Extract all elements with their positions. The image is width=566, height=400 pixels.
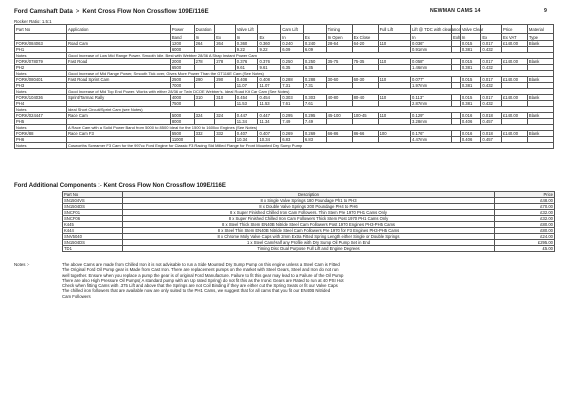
valve-lift-ex-cell: 9.22 bbox=[258, 47, 281, 53]
part-no-cell: FORK/024447 bbox=[15, 113, 67, 119]
column-subheader: In bbox=[411, 34, 452, 41]
price-cell: £140.00 bbox=[501, 113, 527, 119]
full-lift-cell: 110 bbox=[378, 95, 410, 101]
camshaft-table bbox=[14, 24, 554, 149]
component-description: 8 x Super Finished Chilled Iron Cam Followers. Thin Stem Pre 1970 PH1 Cams Only bbox=[123, 210, 495, 216]
valve-lift-in-cell: 10.34 bbox=[235, 137, 258, 143]
component-description: 1 x Steel Cam/Half any Profile with Dry Sump Oil Pump Set in End bbox=[123, 240, 495, 246]
part-no-cell: FORK/084063 bbox=[15, 41, 67, 47]
power-band-cell: 7000 bbox=[170, 83, 194, 89]
application-cell: Sprint/Tarmac Rally bbox=[66, 95, 170, 101]
component-description: Timing Disc Dual Purpose Full Lift and Engine Degrees bbox=[123, 246, 495, 252]
valve-clear-ex-cell: 0.432 bbox=[481, 83, 502, 89]
components-title-right: Kent Cross Flow Non Crossflow 109E/116E bbox=[103, 183, 226, 189]
part-no-cell: FORK/88 bbox=[15, 131, 67, 137]
header-brand: NEWMAN CAMS 14 bbox=[430, 8, 481, 14]
timing-ex-cell: 60-30 bbox=[352, 77, 378, 83]
column-header bbox=[258, 25, 281, 34]
notes-row-text: Cosworths Screamer F3 Cam for the 997cc Ford Engine for Classic F3 Racing Std Milled Flange for Front Mounted Dry Sump Pump bbox=[66, 143, 553, 149]
column-header bbox=[481, 25, 502, 34]
valve-clear-in-cell: 0.015 bbox=[460, 41, 481, 47]
material-cell: Blank bbox=[527, 77, 553, 83]
power-band-cell: 1200 bbox=[170, 41, 194, 47]
notes-line: Check when fitting Cams with .375 Lift and above that the Springs are not Coil Binding if they are either cut the Spring Seats or fit our Valve Caps bbox=[62, 283, 338, 289]
valve-lift-in-cell: 0.454 bbox=[235, 95, 258, 101]
valve-lift-in-cell: 11.34 bbox=[235, 119, 258, 125]
notes-row-label: Notes bbox=[15, 107, 67, 113]
duration-ex-cell: 332 bbox=[215, 131, 236, 137]
power-band-cell: 2500 bbox=[170, 77, 194, 83]
valve-clear-in-cell: 0.015 bbox=[460, 59, 481, 65]
valve-clear-ex-cell: 0.017 bbox=[481, 41, 502, 47]
column-subheader bbox=[66, 34, 170, 41]
duration-in-cell: 278 bbox=[194, 59, 215, 65]
valve-lift-ex-cell: 0.454 bbox=[258, 95, 281, 101]
column-subheader bbox=[15, 34, 67, 41]
valve-clear-in-cell: 0.015 bbox=[460, 95, 481, 101]
component-part-no: SNCF06 bbox=[63, 216, 123, 222]
column-subheader: In bbox=[460, 34, 481, 41]
component-part-no: K445 bbox=[63, 222, 123, 228]
material-cell: Blank bbox=[527, 131, 553, 137]
application-cell: Road Cam bbox=[66, 41, 170, 47]
components-title-separator: :- bbox=[98, 183, 102, 189]
component-part-no: SNV5040 bbox=[63, 234, 123, 240]
power-band-cell: 11000 bbox=[170, 137, 194, 143]
application-cell: Race Cam bbox=[66, 113, 170, 119]
component-price: £32.00 bbox=[495, 210, 555, 216]
component-price: £80.00 bbox=[495, 228, 555, 234]
component-price: £24.00 bbox=[495, 234, 555, 240]
column-subheader: Exh bbox=[453, 34, 461, 40]
valve-clear-ex-cell: 0.432 bbox=[481, 47, 502, 53]
column-header: Price bbox=[501, 25, 527, 34]
notes-row-text: A Race Cam with a Solid Power Band from 5000 to 8500 Ideal for the 1500 to 1600cc Engines (See Notes) bbox=[66, 125, 553, 131]
valve-lift-in-cell: 9.22 bbox=[235, 47, 258, 53]
valve-lift-ex-cell: 11.07 bbox=[258, 83, 281, 89]
timing-ex-cell: 80-40 bbox=[352, 95, 378, 101]
notes-row-text: Good Increase of Mid Range Power, Smooth Tick over, Gives More Power Than the GT116E Cam (See Notes) bbox=[66, 71, 553, 77]
valve-clear-ex-cell: 0.018 bbox=[481, 113, 502, 119]
page-number: 9 bbox=[544, 8, 547, 14]
valve-clear-in-cell: 0.381 bbox=[460, 83, 481, 89]
column-subheader: Ex Close bbox=[352, 34, 378, 41]
column-subheader: Type bbox=[527, 34, 553, 41]
power-band-cell: 2000 bbox=[170, 59, 194, 65]
valve-lift-in-cell: 0.360 bbox=[235, 41, 258, 47]
duration-in-cell: 324 bbox=[194, 113, 215, 119]
valve-clear-ex-cell: 0.432 bbox=[481, 101, 502, 107]
timing-in-cell: 30-60 bbox=[326, 77, 352, 83]
valve-lift-ex-cell: 0.376 bbox=[258, 59, 281, 65]
timing-ex-cell: 100-45 bbox=[352, 113, 378, 119]
valve-clear-in-cell: 0.381 bbox=[460, 101, 481, 107]
component-part-no: SN1504VS bbox=[63, 198, 123, 204]
valve-lift-ex-cell: 0.407 bbox=[258, 131, 281, 137]
column-subheader: Ex bbox=[258, 34, 281, 41]
tdc-lift-in-cell: 0.176" bbox=[411, 131, 452, 137]
notes-row-label: Notes bbox=[15, 125, 67, 131]
part-no-cell: FORK/104036 bbox=[15, 95, 67, 101]
valve-lift-in-cell: 0.407 bbox=[235, 131, 258, 137]
cam-lift-ex-cell: 0.269 bbox=[303, 131, 326, 137]
tdc-lift-in-cell: 2.87mm bbox=[411, 101, 452, 107]
duration-in-cell: 310 bbox=[194, 95, 215, 101]
cam-lift-ex-cell: 0.240 bbox=[303, 41, 326, 47]
duration-ex-cell: 290 bbox=[215, 77, 236, 83]
price-cell: £140.00 bbox=[501, 77, 527, 83]
component-part-no: TD1 bbox=[63, 246, 123, 252]
notes-row-label: Notes bbox=[15, 71, 67, 77]
component-description: 8 x Steel Thin Stem EN40B Nitride Steel Cam Followers Pre 1970 for F3 Engines PH3-PH5 Cams bbox=[123, 228, 495, 234]
application-cell: Fast Road Sprint Cam bbox=[66, 77, 170, 83]
duration-in-cell: 290 bbox=[194, 77, 215, 83]
timing-in-cell: 45-100 bbox=[326, 113, 352, 119]
components-title bbox=[14, 183, 226, 189]
valve-lift-ex-cell: 0.360 bbox=[258, 41, 281, 47]
valve-clear-ex-cell: 0.457 bbox=[481, 119, 502, 125]
price-cell: £140.00 bbox=[501, 59, 527, 65]
notes-row-label: Notes bbox=[15, 89, 67, 95]
valve-clear-ex-cell: 0.432 bbox=[481, 65, 502, 71]
notes-block bbox=[62, 262, 552, 299]
cam-lift-in-cell: 0.240 bbox=[281, 41, 304, 47]
components-column-header: Description bbox=[123, 192, 495, 198]
column-subheader: In bbox=[194, 34, 215, 41]
cam-lift-ex-cell: 0.250 bbox=[303, 59, 326, 65]
part-no-cell: PH4 bbox=[15, 101, 67, 107]
column-header: Application bbox=[66, 25, 170, 34]
valve-clear-in-cell: 0.016 bbox=[460, 113, 481, 119]
part-no-cell: PH2 bbox=[15, 65, 67, 71]
components-row bbox=[63, 246, 555, 252]
timing-ex-cell: 64-20 bbox=[352, 41, 378, 47]
column-subheader: Ex bbox=[481, 34, 502, 41]
column-header bbox=[303, 25, 326, 34]
tdc-lift-in-cell: 3.28mm bbox=[411, 119, 452, 125]
material-cell: Blank bbox=[527, 59, 553, 65]
column-header bbox=[215, 25, 236, 34]
notes-row bbox=[15, 143, 554, 149]
column-subheader bbox=[378, 34, 410, 41]
valve-clear-in-cell: 0.015 bbox=[460, 77, 481, 83]
notes-line: There are also High Pressure Oil Pumps( A standard pump with an Up rated Spring) do not fit this as the Ironic Gears are Rated to run at 40 PSI Hot bbox=[62, 277, 344, 283]
notes-row-text: Good Increase of Low Mid Range Power. Smooth Idle. Best with Webber 28/36 A Shap Instant Power Cam bbox=[66, 53, 553, 59]
notes-line: The Original Ford Oil Pump gear is Made from Cast Iron. There are replacement pumps on the market with Steel Gears, Steel and Iron do not run bbox=[62, 267, 339, 273]
valve-lift-ex-cell: 9.61 bbox=[258, 65, 281, 71]
tdc-lift-in-cell: 1.46mm bbox=[411, 65, 452, 71]
component-part-no: SN1504DS bbox=[63, 240, 123, 246]
material-cell: Blank bbox=[527, 95, 553, 101]
duration-in-cell: 264 bbox=[194, 41, 215, 47]
duration-ex-cell: 264 bbox=[215, 41, 236, 47]
cam-lift-in-cell: 0.288 bbox=[281, 77, 304, 83]
components-column-header: Price bbox=[495, 192, 555, 198]
column-subheader: In bbox=[235, 34, 258, 41]
component-price: £295.00 bbox=[495, 240, 555, 246]
material-cell: Blank bbox=[527, 113, 553, 119]
column-subheader: In Open bbox=[326, 34, 352, 41]
component-description: 8 x Super Finished Chilled Iron Cam Followers Thick Stem Post 1970 PH1 Cams Only bbox=[123, 216, 495, 222]
notes-row-text: Good Increase of Mid Top End Power. Works with either 28/36 or Twin DCOE Webber's. Ideal Road Kit Car Cam (See Notes) bbox=[66, 89, 553, 95]
cam-lift-in-cell: 7.49 bbox=[281, 119, 304, 125]
title-right: Kent Cross Flow Non Crossflow 109E/116E bbox=[82, 8, 209, 15]
timing-in-cell: 28-64 bbox=[326, 41, 352, 47]
valve-clear-ex-cell: 0.017 bbox=[481, 59, 502, 65]
notes-label: Notes :- bbox=[14, 262, 30, 267]
tdc-lift-in-cell: 0.129" bbox=[411, 113, 452, 119]
cam-lift-ex-cell: 7.49 bbox=[303, 119, 326, 125]
column-subheader: Ex bbox=[215, 34, 236, 41]
component-part-no: SN1504DS bbox=[63, 204, 123, 210]
component-price: £70.00 bbox=[495, 204, 555, 210]
component-price: £48.00 bbox=[495, 198, 555, 204]
valve-clear-ex-cell: 0.017 bbox=[481, 95, 502, 101]
cam-lift-ex-cell: 6.35 bbox=[303, 65, 326, 71]
component-price: £80.00 bbox=[495, 222, 555, 228]
cam-lift-in-cell: 6.83 bbox=[281, 137, 304, 143]
valve-clear-ex-cell: 0.017 bbox=[481, 77, 502, 83]
notes-row-label: Notes bbox=[15, 53, 67, 59]
part-no-cell: PH5 bbox=[15, 119, 67, 125]
column-subheader: Band bbox=[170, 34, 194, 41]
cam-lift-ex-cell: 0.295 bbox=[303, 113, 326, 119]
cam-lift-in-cell: 6.09 bbox=[281, 47, 304, 53]
cam-lift-in-cell: 0.295 bbox=[281, 113, 304, 119]
cam-lift-ex-cell: 0.288 bbox=[303, 77, 326, 83]
column-header: Part No bbox=[15, 25, 67, 34]
power-band-cell: 8000 bbox=[170, 119, 194, 125]
component-description: 8 x Double Valve Springs 200 Poundage PH4 to PH6 bbox=[123, 204, 495, 210]
tdc-lift-in-cell: 4.47mm bbox=[411, 137, 452, 143]
valve-clear-in-cell: 0.016 bbox=[460, 131, 481, 137]
power-band-cell: 5000 bbox=[170, 113, 194, 119]
timing-ex-cell: 86-66 bbox=[352, 131, 378, 137]
column-header: Cam Lift bbox=[281, 25, 304, 34]
material-cell: Blank bbox=[527, 41, 553, 47]
price-cell: £140.00 bbox=[501, 95, 527, 101]
column-header: Full Lift bbox=[378, 25, 410, 34]
component-price: £5.00 bbox=[495, 246, 555, 252]
power-band-cell: 6500 bbox=[170, 65, 194, 71]
component-description: 8 x Steel Thick Stem EN40B Nitride Steel Cam Followers Post 1970 Engines PH3-PH5 Cams bbox=[123, 222, 495, 228]
title-left: Ford Camshaft Data bbox=[14, 8, 73, 15]
timing-in-cell: 40-80 bbox=[326, 95, 352, 101]
timing-ex-cell: 75-35 bbox=[352, 59, 378, 65]
cam-lift-in-cell: 0.269 bbox=[281, 131, 304, 137]
cam-lift-ex-cell: 6.09 bbox=[303, 47, 326, 53]
valve-lift-ex-cell: 11.53 bbox=[258, 101, 281, 107]
valve-clear-in-cell: 0.406 bbox=[460, 137, 481, 143]
cam-lift-in-cell: 6.35 bbox=[281, 65, 304, 71]
cam-lift-ex-cell: 7.61 bbox=[303, 101, 326, 107]
column-header: Timing bbox=[326, 25, 352, 34]
valve-lift-ex-cell: 0.447 bbox=[258, 113, 281, 119]
page-title bbox=[14, 8, 209, 15]
application-cell: Race Cam F3 bbox=[66, 131, 170, 137]
column-header: Duration bbox=[194, 25, 215, 34]
part-no-cell: PH1 bbox=[15, 47, 67, 53]
valve-lift-in-cell: 0.447 bbox=[235, 113, 258, 119]
notes-row-text: Ideal Short Circuit/Sprint Cam (see Notes) bbox=[66, 107, 553, 113]
valve-clear-in-cell: 0.381 bbox=[460, 65, 481, 71]
valve-lift-ex-cell: 0.408 bbox=[258, 77, 281, 83]
cam-lift-in-cell: 0.303 bbox=[281, 95, 304, 101]
table-header-row bbox=[15, 25, 554, 34]
full-lift-cell: 110 bbox=[378, 113, 410, 119]
column-header: Material bbox=[527, 25, 553, 34]
notes-row-label: Notes bbox=[15, 143, 67, 149]
full-lift-cell: 110 bbox=[378, 59, 410, 65]
cam-lift-in-cell: 7.31 bbox=[281, 83, 304, 89]
application-cell: Fast Road bbox=[66, 59, 170, 65]
valve-lift-in-cell: 0.376 bbox=[235, 59, 258, 65]
valve-clear-in-cell: 0.406 bbox=[460, 119, 481, 125]
valve-lift-in-cell: 11.53 bbox=[235, 101, 258, 107]
column-header: Lift @ TDC with clearance bbox=[412, 26, 461, 32]
valve-lift-in-cell: 9.61 bbox=[235, 65, 258, 71]
tdc-lift-in-cell: 0.036" bbox=[411, 41, 452, 47]
component-part-no: SNCF01 bbox=[63, 210, 123, 216]
notes-line: The above Cams are made from Chilled Iron it is not advisable to run a Side Mounted Dry Sump Pump on this engine unless a Steel Cam is Fitted bbox=[62, 262, 340, 267]
notes-line: The chilled iron followers that are available now are only suited to the PH1 Cams, we suggest that for all cams that you fit our EN40B Nitrided bbox=[62, 288, 331, 294]
cam-lift-ex-cell: 7.31 bbox=[303, 83, 326, 89]
column-subheader: Ex bbox=[303, 34, 326, 41]
price-cell: £140.00 bbox=[501, 131, 527, 137]
part-no-cell: FORK/078079 bbox=[15, 59, 67, 65]
valve-clear-ex-cell: 0.457 bbox=[481, 137, 502, 143]
column-header: Valve Lift bbox=[235, 25, 258, 34]
part-no-cell: PH6 bbox=[15, 137, 67, 143]
timing-in-cell: 35-75 bbox=[326, 59, 352, 65]
column-header: Valve Clear bbox=[461, 26, 484, 32]
cam-lift-ex-cell: 6.83 bbox=[303, 137, 326, 143]
components-title-left: Ford Additional Components bbox=[14, 183, 97, 189]
price-cell: £140.00 bbox=[501, 41, 527, 47]
notes-line: Cam Followers bbox=[62, 293, 91, 299]
tdc-lift-in-cell: 0.077" bbox=[411, 77, 452, 83]
column-header: Power bbox=[170, 25, 194, 34]
valve-clear-ex-cell: 0.018 bbox=[481, 131, 502, 137]
timing-in-cell: 66-86 bbox=[326, 131, 352, 137]
tdc-lift-in-cell: 0.91mm bbox=[411, 47, 452, 53]
cam-lift-in-cell: 7.61 bbox=[281, 101, 304, 107]
cam-lift-in-cell: 0.250 bbox=[281, 59, 304, 65]
valve-lift-in-cell: 0.408 bbox=[235, 77, 258, 83]
part-no-cell: PH3 bbox=[15, 83, 67, 89]
full-lift-cell: 100 bbox=[378, 131, 410, 137]
table-subheader-row bbox=[15, 34, 554, 41]
tdc-lift-in-cell: 0.058" bbox=[411, 59, 452, 65]
power-band-cell: 4000 bbox=[170, 95, 194, 101]
valve-lift-in-cell: 11.07 bbox=[235, 83, 258, 89]
components-column-header: Part No bbox=[63, 192, 123, 198]
duration-ex-cell: 324 bbox=[215, 113, 236, 119]
full-lift-cell: 110 bbox=[378, 41, 410, 47]
component-part-no: K444 bbox=[63, 228, 123, 234]
valve-lift-ex-cell: 10.34 bbox=[258, 137, 281, 143]
part-no-cell: FORK/080401 bbox=[15, 77, 67, 83]
power-band-cell: 6000 bbox=[170, 47, 194, 53]
power-band-cell: 5500 bbox=[170, 131, 194, 137]
power-band-cell: 7500 bbox=[170, 101, 194, 107]
tdc-lift-in-cell: 0.113" bbox=[411, 95, 452, 101]
tdc-lift-in-cell: 1.97mm bbox=[411, 83, 452, 89]
duration-ex-cell: 310 bbox=[215, 95, 236, 101]
full-lift-cell: 110 bbox=[378, 77, 410, 83]
component-description: 8 x Single Valve Springs 180 Poundage Ph1 to PH3 bbox=[123, 198, 495, 204]
rocker-ratio: Rocker Ratio: 1.5:1 bbox=[14, 19, 52, 24]
title-separator: > bbox=[75, 8, 80, 15]
cam-lift-ex-cell: 0.303 bbox=[303, 95, 326, 101]
valve-clear-in-cell: 0.381 bbox=[460, 47, 481, 53]
valve-lift-ex-cell: 11.34 bbox=[258, 119, 281, 125]
column-subheader: In bbox=[281, 34, 304, 41]
duration-ex-cell: 278 bbox=[215, 59, 236, 65]
duration-in-cell: 332 bbox=[194, 131, 215, 137]
notes-line: well together. Ensure when you replace a pump the gear is of original Ford Manufacture. Failure to fit this gear may lead to a Failure of the Oil Pump bbox=[62, 272, 344, 278]
component-price: £32.00 bbox=[495, 216, 555, 222]
component-description: 8 x Chrome Moly Valve Caps with 2mm Extra Fitted Spring Length either Single or Double Springs bbox=[123, 234, 495, 240]
column-subheader: Ex VAT bbox=[501, 34, 527, 41]
column-header bbox=[352, 25, 378, 34]
components-table bbox=[62, 191, 555, 252]
